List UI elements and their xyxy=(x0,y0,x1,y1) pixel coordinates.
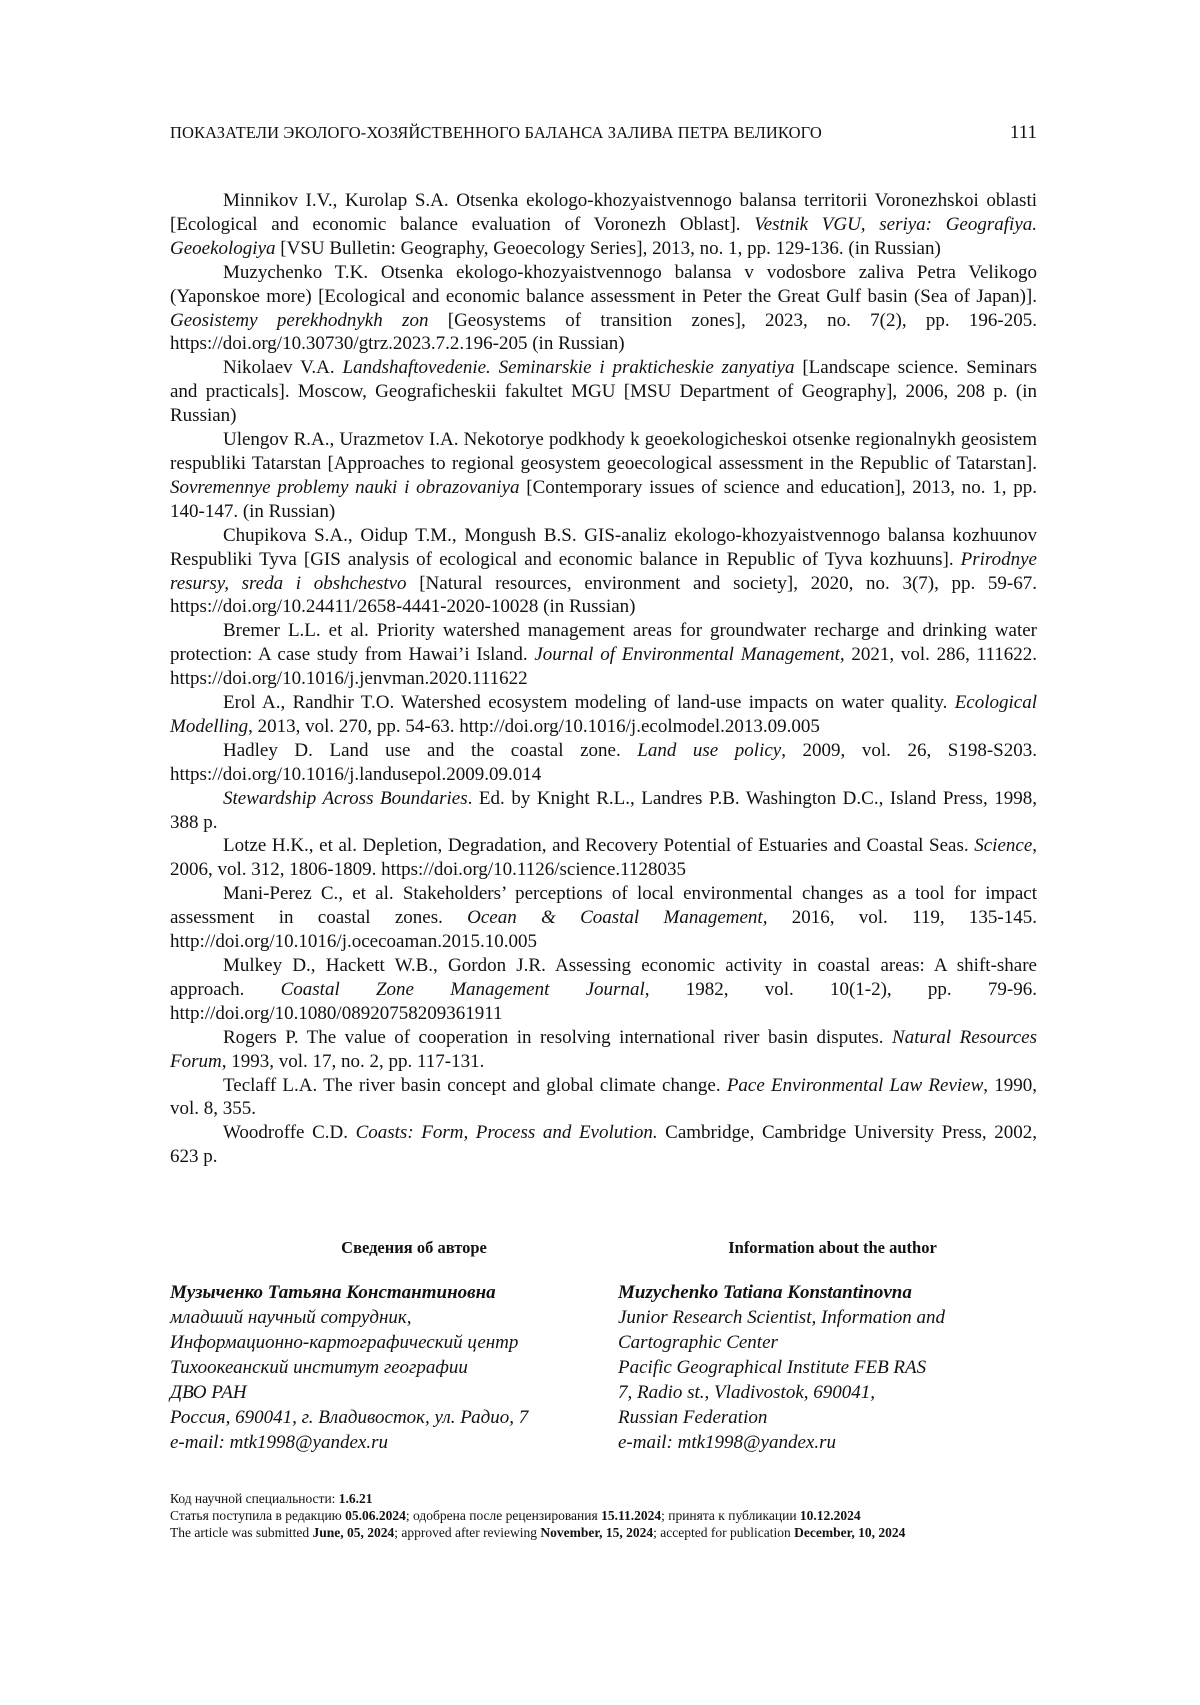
reference-item: Nikolaev V.A. Landshaftovedenie. Seminarskie i prakticheskie zanyatiya [Landscape science. Seminars and practicals]. Moscow, Geograficheskii fakultet MGU [MSU Department of Geography], 2006, 208 p. (in Russian) xyxy=(170,357,1037,427)
author-name-ru: Музыченко Татьяна Константиновна xyxy=(170,1282,496,1303)
reference-item: Ulengov R.A., Urazmetov I.A. Nekotorye podkhody k geoekologicheskoi otsenke regionalnykh geosistem respubliki Tatarstan [Approaches to regional geosystem geoecological assessment in the Republic of Tatarstan]. Sovremennye problemy nauki i obrazovaniya [Contemporary issues of science and education], 2013, no. 1, pp. 140-147. (in Russian) xyxy=(170,429,1037,522)
author-country-en: Russian Federation xyxy=(618,1407,768,1428)
reference-item: Minnikov I.V., Kurolap S.A. Otsenka ekologo-khozyaistvennogo balansa territorii Voronezhskoi oblasti [Ecological and economic balance evaluation of Voronezh Oblast]. Vestnik VGU, seriya: Geografiya. Geoekologiya [VSU Bulletin: Geography, Geoecology Series], 2013, no. 1, pp. 129-136. (in Russian) xyxy=(170,190,1037,259)
author-heading-en: Information about the author xyxy=(728,1238,937,1257)
reference-list xyxy=(170,189,1037,1169)
reference-item: Rogers P. The value of cooperation in resolving international river basin disputes. Natural Resources Forum, 1993, vol. 17, no. 2, pp. 117-131. xyxy=(170,1026,1037,1072)
author-info-english xyxy=(618,1238,1037,1455)
author-position-en: Junior Research Scientist, Information and xyxy=(618,1307,945,1328)
reference-item: Teclaff L.A. The river basin concept and global climate change. Pace Environmental Law Review, 1990, vol. 8, 355. xyxy=(170,1074,1037,1120)
author-institute-ru-cont: ДВО РАН xyxy=(170,1382,247,1403)
page-header xyxy=(170,122,1037,144)
reference-item: Mulkey D., Hackett W.B., Gordon J.R. Assessing economic activity in coastal areas: A shift-share approach. Coastal Zone Management Journal, 1982, vol. 10(1-2), pp. 79-96. http://doi.org/10.1080/08920758209361911 xyxy=(170,955,1037,1024)
reference-item: Hadley D. Land use and the coastal zone. Land use policy, 2009, vol. 26, S198-S203. https://doi.org/10.1016/j.landusepol.2009.09.014 xyxy=(170,739,1037,785)
author-heading-ru: Сведения об авторе xyxy=(341,1238,487,1257)
author-email-ru: e-mail: mtk1998@yandex.ru xyxy=(170,1432,388,1453)
article-dates-ru: Статья поступила в редакцию 05.06.2024; одобрена после рецензирования 15.11.2024; принята к публикации 10.12.2024 xyxy=(170,1508,861,1523)
reference-item: Stewardship Across Boundaries. Ed. by Knight R.L., Landres P.B. Washington D.C., Island Press, 1998, 388 p. xyxy=(170,787,1038,833)
author-address-en: 7, Radio st., Vladivostok, 690041, xyxy=(618,1382,876,1403)
author-address-ru: Россия, 690041, г. Владивосток, ул. Радио, 7 xyxy=(170,1407,529,1428)
reference-item: Woodroffe C.D. Coasts: Form, Process and Evolution. Cambridge, Cambridge University Press, 2002, 623 p. xyxy=(170,1122,1037,1168)
running-title: ПОКАЗАТЕЛИ ЭКОЛОГО-ХОЗЯЙСТВЕННОГО БАЛАНСА ЗАЛИВА ПЕТРА ВЕЛИКОГО xyxy=(170,123,822,142)
article-dates-en: The article was submitted June, 05, 2024; approved after reviewing November, 15, 2024; accepted for publication December, 10, 2024 xyxy=(170,1525,906,1540)
specialty-code: Код научной специальности: 1.6.21 xyxy=(170,1491,373,1506)
reference-item: Lotze H.K., et al. Depletion, Degradation, and Recovery Potential of Estuaries and Coastal Seas. Science, 2006, vol. 312, 1806-1809. https://doi.org/10.1126/science.1128035 xyxy=(170,835,1037,881)
author-position-ru: младший научный сотрудник, xyxy=(170,1307,412,1328)
reference-item: Bremer L.L. et al. Priority watershed management areas for groundwater recharge and drinking water protection: A case study from Hawai’i Island. Journal of Environmental Management, 2021, vol. 286, 111622. https://doi.org/10.1016/j.jenvman.2020.111622 xyxy=(170,620,1038,690)
author-department-en: Cartographic Center xyxy=(618,1332,778,1353)
author-name-en: Muzychenko Tatiana Konstantinovna xyxy=(618,1282,912,1303)
article-footer xyxy=(170,1490,1037,1541)
author-email-en: e-mail: mtk1998@yandex.ru xyxy=(618,1432,836,1453)
reference-item: Chupikova S.A., Oidup T.M., Mongush B.S. GIS-analiz ekologo-khozyaistvennogo balansa kozhuunov Respubliki Tyva [GIS analysis of ecological and economic balance in Republic of Tyva kozhuuns]. Prirodnye resursy, sreda i obshchestvo [Natural resources, environment and society], 2020, no. 3(7), pp. 59-67. https://doi.org/10.24411/2658-4441-2020-10028 (in Russian) xyxy=(170,524,1037,618)
author-institute-en: Pacific Geographical Institute FEB RAS xyxy=(618,1357,927,1378)
reference-item: Erol A., Randhir T.O. Watershed ecosystem modeling of land-use impacts on water quality. Ecological Modelling, 2013, vol. 270, pp. 54-63. http://doi.org/10.1016/j.ecolmodel.2013.09.005 xyxy=(170,692,1037,737)
reference-item: Muzychenko T.K. Otsenka ekologo-khozyaistvennogo balansa v vodosbore zaliva Petra Velikogo (Yaponskoe more) [Ecological and economic balance assessment in Peter the Great Gulf basin (Sea of Japan)]. Geosistemy perekhodnykh zon [Geosystems of transition zones], 2023, no. 7(2), pp. 196-205. https://doi.org/10.30730/gtrz.2023.7.2.196-205 (in Russian) xyxy=(170,261,1037,355)
author-department-ru: Информационно-картографический центр xyxy=(170,1332,519,1353)
reference-item: Mani-Perez C., et al. Stakeholders’ perceptions of local environmental changes as a tool for impact assessment in coastal zones. Ocean & Coastal Management, 2016, vol. 119, 135-145. http://doi.org/10.1016/j.ocecoaman.2015.10.005 xyxy=(170,883,1038,953)
author-info-russian xyxy=(170,1238,618,1455)
author-institute-ru: Тихоокеанский институт географии xyxy=(170,1357,468,1378)
author-info xyxy=(170,1238,1037,1455)
page-number: 111 xyxy=(1009,122,1037,143)
